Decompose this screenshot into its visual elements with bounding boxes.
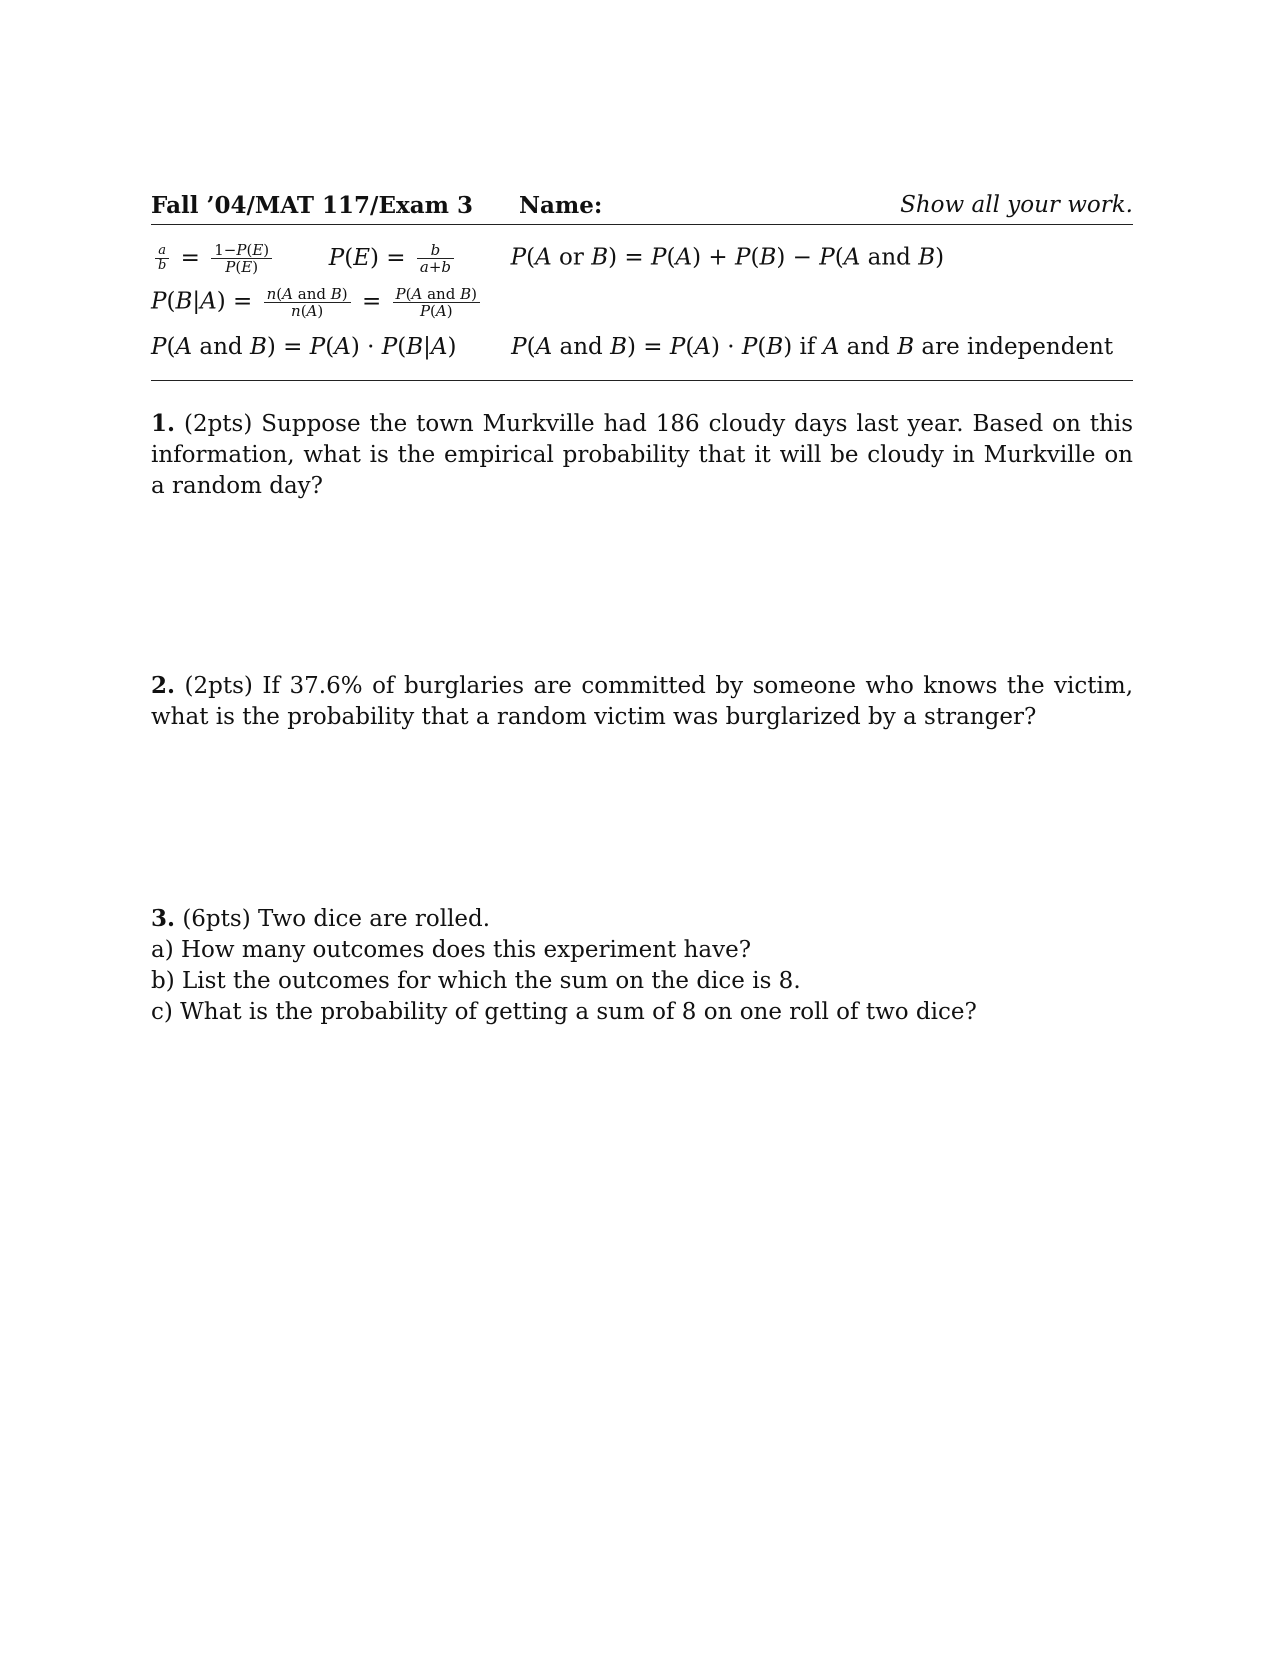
question-text: If 37.6% of burglaries are committed by someone who knows the victim, what is the probability that a random victim was burglarized by a stranger? <box>151 673 1134 730</box>
instruction-text: Show all your work. <box>900 192 1133 218</box>
formula-conditional: P(B|A) = $\frac{\text{n(A and B)}}{n(A)}$ = $\frac{\text{P(A and B)}}{P(A)}$ <box>151 286 484 319</box>
formula-multiplication: P(A and B) = P(A) · P(B|A) <box>151 334 464 360</box>
formula-row-1 <box>151 242 944 275</box>
question-text: Two dice are rolled. <box>258 906 491 932</box>
formula-prob-from-odds: P(E) = $\frac{b}{a+b}$ <box>329 245 466 271</box>
formula-odds: $\frac{a}{b}$ = $\frac{1-P(E)}{P(E)}$ <box>151 245 283 271</box>
question-part-b: b) List the outcomes for which the sum on the dice is 8. <box>151 968 801 994</box>
formula-divider <box>151 380 1133 381</box>
formula-row-3 <box>151 334 1113 360</box>
question-1 <box>151 408 1133 502</box>
question-points: (6pts) <box>182 906 251 932</box>
question-number: 3. <box>151 905 176 932</box>
question-points: (2pts) <box>183 411 253 437</box>
course-title: Fall ’04/MAT 117/Exam 3 <box>151 192 473 219</box>
name-label: Name: <box>519 192 603 219</box>
formula-sheet <box>151 241 1133 382</box>
question-number: 1. <box>151 410 176 437</box>
exam-header <box>151 192 1133 225</box>
question-2 <box>151 670 1133 733</box>
question-part-c: c) What is the probability of getting a sum of 8 on one roll of two dice? <box>151 999 977 1025</box>
question-number: 2. <box>151 672 176 699</box>
question-points: (2pts) <box>184 673 253 699</box>
question-3 <box>151 903 1133 1028</box>
formula-independent: P(A and B) = P(A) · P(B) if A and B are independent <box>511 334 1114 360</box>
question-text: Suppose the town Murkville had 186 cloudy days last year. Based on this information, what is the empirical probability that it will be cloudy in Murkville on a random day? <box>151 411 1133 499</box>
question-part-a: a) How many outcomes does this experiment have? <box>151 937 752 963</box>
formula-union: P(A or B) = P(A) + P(B) − P(A and B) <box>510 244 945 271</box>
